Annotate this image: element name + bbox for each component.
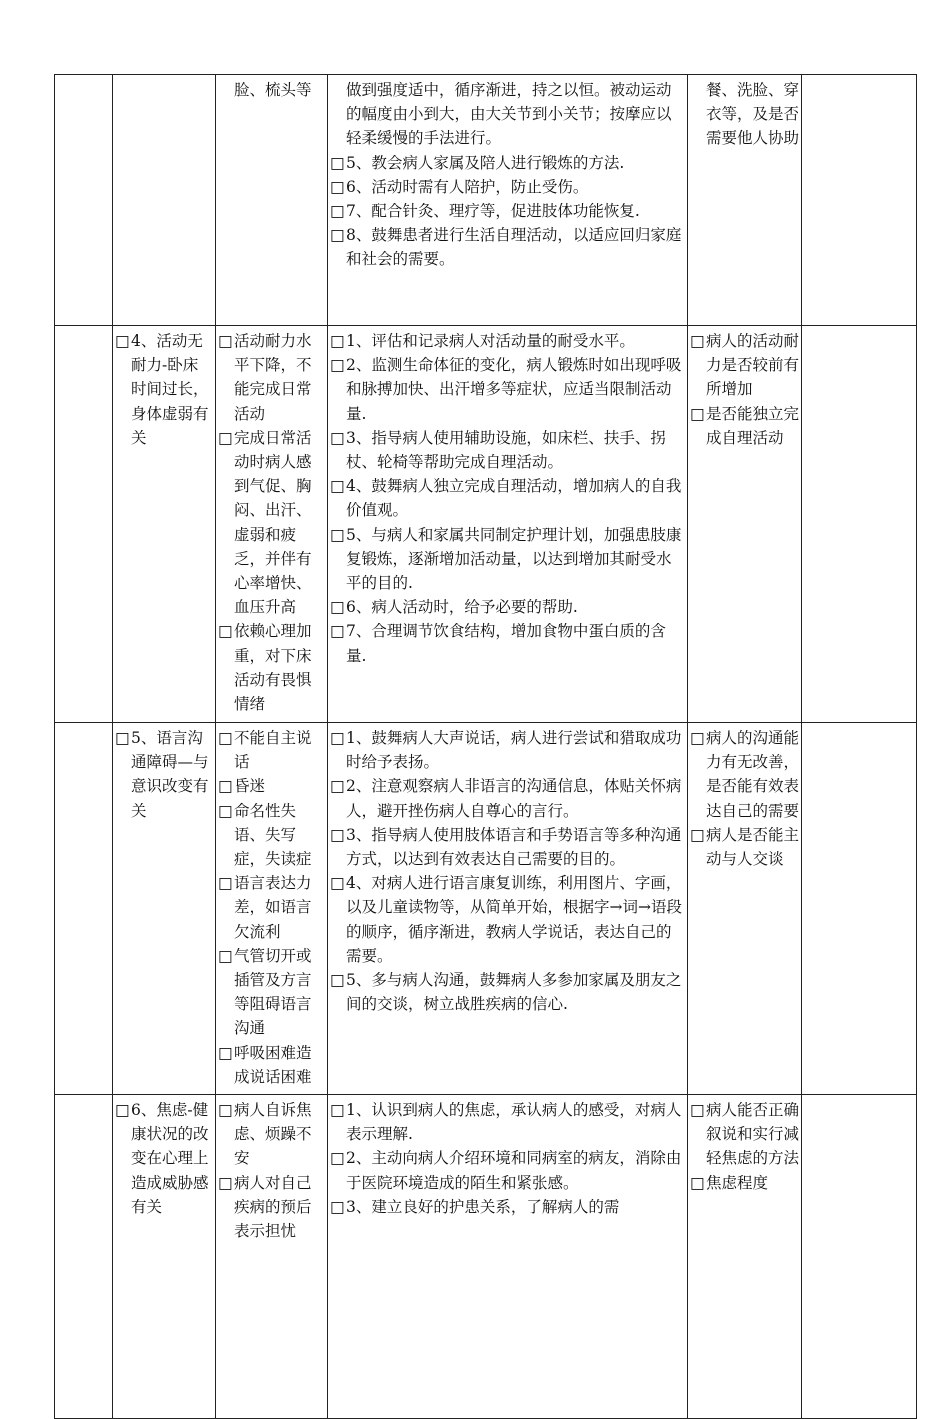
checkbox-icon: □: [218, 1043, 233, 1062]
cell-blank: [802, 75, 917, 326]
checkbox-icon: □: [218, 777, 233, 796]
evaluation-text: 病人能否正确叙说和实行减轻焦虑的方法: [706, 1101, 800, 1168]
features-item: [218, 944, 325, 1041]
measures-text: 6、活动时需有人陪护，防止受伤。: [346, 177, 589, 196]
evaluation-text: 病人是否能主动与人交谈: [706, 825, 800, 869]
checkbox-icon: □: [330, 202, 345, 221]
evaluation-item: [690, 329, 799, 402]
measures-item: [330, 426, 685, 474]
cell-diagnosis: [113, 75, 216, 326]
checkbox-icon: □: [330, 177, 345, 196]
measures-text: 8、鼓舞患者进行生活自理活动，以适应回归家庭和社会的需要。: [346, 226, 682, 269]
diagnosis-item: [115, 1098, 213, 1219]
table-row: [55, 75, 917, 326]
checkbox-icon: □: [330, 525, 345, 544]
checkbox-icon: □: [690, 825, 705, 844]
measures-text: 1、认识到病人的焦虑，承认病人的感受，对病人表示理解.: [346, 1101, 682, 1144]
measures-item: [330, 151, 685, 175]
cell-blank: [55, 1095, 113, 1419]
evaluation-text: 病人的活动耐力是否较前有所增加: [706, 332, 800, 399]
checkbox-icon: □: [690, 332, 705, 350]
checkbox-icon: □: [690, 1101, 705, 1119]
measures-item: [330, 78, 685, 151]
checkbox-icon: □: [330, 356, 345, 375]
cell-blank: [802, 326, 917, 723]
checkbox-icon: □: [330, 622, 345, 641]
measures-item: [330, 774, 685, 822]
measures-text: 2、注意观察病人非语言的沟通信息，体贴关怀病人，避开挫伤病人自尊心的言行。: [346, 777, 682, 820]
cell-evaluation: [688, 1095, 802, 1419]
features-item: [218, 871, 325, 944]
measures-text: 5、多与病人沟通，鼓舞病人多参加家属及朋友之间的交谈，树立战胜疾病的信心.: [346, 971, 682, 1014]
features-item: [218, 799, 325, 872]
features-text: 完成日常活动时病人感到气促、胸闷、出汗、虚弱和疲乏，并伴有心率增快、血压升高: [234, 428, 312, 617]
measures-text: 2、主动向病人介绍环境和同病室的病友，消除由于医院环境造成的陌生和紧张感。: [346, 1149, 682, 1192]
checkbox-icon: □: [690, 729, 705, 747]
features-text: 气管切开或插管及方言等阻碍语言沟通: [234, 946, 312, 1038]
checkbox-icon: □: [330, 874, 345, 893]
measures-item: [330, 823, 685, 871]
cell-features: [216, 1095, 328, 1419]
checkbox-icon: □: [330, 332, 345, 350]
measures-text: 3、指导病人使用辅助设施，如床栏、扶手、拐杖、轮椅等帮助完成自理活动。: [346, 428, 666, 472]
features-text: 病人自诉焦虑、烦躁不安: [234, 1101, 312, 1168]
features-item: [218, 1041, 325, 1089]
measures-item: [330, 968, 685, 1016]
features-item: [218, 774, 325, 798]
evaluation-item: [690, 1098, 799, 1171]
checkbox-icon: □: [218, 1101, 233, 1119]
evaluation-item: [690, 1171, 799, 1195]
checkbox-icon: □: [330, 1197, 345, 1216]
evaluation-text: 病人的沟通能力有无改善，是否能有效表达自己的需要: [706, 729, 800, 820]
measures-text: 1、鼓舞病人大声说话，病人进行尝试和猎取成功时给予表扬。: [346, 729, 682, 772]
cell-diagnosis: [113, 326, 216, 723]
checkbox-icon: □: [690, 404, 705, 423]
measures-item: [330, 595, 685, 619]
cell-features: [216, 75, 328, 326]
checkbox-icon: □: [218, 729, 233, 747]
cell-diagnosis: [113, 723, 216, 1095]
measures-item: [330, 353, 685, 426]
features-text: 不能自主说话: [234, 729, 312, 772]
measures-item: [330, 474, 685, 522]
diagnosis-text: 6、焦虑-健康状况的改变在心理上造成威胁感有关: [131, 1101, 209, 1216]
features-item: [218, 329, 325, 426]
cell-blank: [802, 723, 917, 1095]
checkbox-icon: □: [115, 1101, 130, 1119]
measures-text: 7、配合针灸、理疗等，促进肢体功能恢复.: [346, 202, 640, 221]
cell-blank: [55, 75, 113, 326]
checkbox-icon: □: [690, 1173, 705, 1192]
measures-text: 3、指导病人使用肢体语言和手势语言等多种沟通方式，以达到有效表达自己需要的目的。: [346, 825, 682, 869]
features-item: [218, 78, 325, 102]
cell-measures: [328, 1095, 688, 1419]
evaluation-item: [690, 402, 799, 450]
features-text: 语言表达力差，如语言欠流利: [234, 874, 312, 941]
features-item: [218, 1098, 325, 1171]
measures-item: [330, 199, 685, 223]
features-text: 昏迷: [234, 777, 266, 796]
evaluation-item: [690, 726, 799, 823]
table-row: [55, 723, 917, 1095]
features-text: 命名性失语、失写症，失读症: [234, 801, 312, 869]
features-item: [218, 619, 325, 716]
checkbox-icon: □: [218, 428, 233, 447]
measures-text: 2、监测生命体征的变化，病人锻炼时如出现呼吸和脉搏加快、出汗增多等症状，应适当限制活动量.: [346, 356, 682, 423]
evaluation-item: [690, 78, 799, 151]
measures-item: [330, 523, 685, 596]
cell-features: [216, 723, 328, 1095]
checkbox-icon: □: [218, 801, 233, 820]
table-row: [55, 1095, 917, 1419]
cell-evaluation: [688, 326, 802, 723]
checkbox-icon: □: [330, 477, 345, 496]
cell-diagnosis: [113, 1095, 216, 1419]
measures-text: 6、病人活动时，给予必要的帮助.: [346, 598, 578, 617]
measures-text: 5、与病人和家属共同制定护理计划，加强患肢康复锻炼，逐渐增加活动量，以达到增加其耐受水平的目的.: [346, 525, 682, 593]
table-body: [55, 75, 917, 1419]
measures-text: 3、建立良好的护患关系，了解病人的需: [346, 1197, 620, 1216]
cell-evaluation: [688, 75, 802, 326]
checkbox-icon: □: [330, 971, 345, 990]
features-item: [218, 1171, 325, 1244]
measures-item: [330, 619, 685, 667]
checkbox-icon: □: [115, 332, 130, 350]
measures-text: 4、对病人进行语言康复训练，利用图片、字画，以及儿童读物等，从简单开始，根据字→词→语段的顺序，循序渐进，教病人学说话，表达自己的需要。: [346, 874, 682, 965]
checkbox-icon: □: [330, 1149, 345, 1168]
checkbox-icon: □: [330, 598, 345, 617]
features-text: 活动耐力水平下降，不能完成日常活动: [234, 332, 312, 423]
measures-item: [330, 223, 685, 271]
measures-item: [330, 871, 685, 968]
measures-item: [330, 329, 685, 353]
measures-item: [330, 1098, 685, 1146]
measures-item: [330, 1195, 685, 1219]
checkbox-icon: □: [218, 622, 233, 641]
evaluation-text: 餐、洗脸、穿衣等，及是否需要他人协助: [706, 81, 800, 148]
measures-item: [330, 175, 685, 199]
checkbox-icon: □: [218, 874, 233, 893]
cell-measures: [328, 326, 688, 723]
diagnosis-item: [115, 329, 213, 450]
cell-evaluation: [688, 723, 802, 1095]
checkbox-icon: □: [330, 226, 345, 245]
features-text: 病人对自己疾病的预后表示担忧: [234, 1173, 312, 1241]
measures-text: 4、鼓舞病人独立完成自理活动，增加病人的自我价值观。: [346, 477, 682, 520]
measures-item: [330, 726, 685, 774]
measures-text: 7、合理调节饮食结构，增加食物中蛋白质的含量.: [346, 622, 666, 665]
checkbox-icon: □: [115, 729, 130, 747]
checkbox-icon: □: [330, 777, 345, 796]
features-text: 依赖心理加重，对下床活动有畏惧情绪: [234, 622, 312, 714]
checkbox-icon: □: [218, 332, 233, 350]
table-row: [55, 326, 917, 723]
cell-features: [216, 326, 328, 723]
cell-blank: [802, 1095, 917, 1419]
checkbox-icon: □: [330, 428, 345, 447]
diagnosis-item: [115, 726, 213, 823]
cell-measures: [328, 75, 688, 326]
evaluation-text: 是否能独立完成自理活动: [706, 404, 800, 447]
measures-text: 1、评估和记录病人对活动量的耐受水平。: [346, 332, 635, 350]
cell-blank: [55, 326, 113, 723]
measures-text: 做到强度适中，循序渐进，持之以恒。被动运动的幅度由小到大，由大关节到小关节；按摩应以轻柔缓慢的手法进行。: [346, 81, 672, 148]
features-text: 呼吸困难造成说话困难: [234, 1043, 312, 1086]
checkbox-icon: □: [330, 825, 345, 844]
cell-measures: [328, 723, 688, 1095]
features-text: 脸、梳头等: [234, 81, 312, 99]
checkbox-icon: □: [330, 1101, 345, 1119]
cell-blank: [55, 723, 113, 1095]
checkbox-icon: □: [218, 1173, 233, 1192]
measures-text: 5、教会病人家属及陪人进行锻炼的方法.: [346, 153, 625, 172]
evaluation-text: 焦虑程度: [706, 1173, 769, 1192]
features-item: [218, 726, 325, 774]
measures-item: [330, 1146, 685, 1194]
diagnosis-text: 5、语言沟通障碍—与意识改变有关: [131, 729, 209, 820]
evaluation-item: [690, 823, 799, 871]
nursing-plan-table: [54, 74, 917, 1419]
checkbox-icon: □: [218, 946, 233, 965]
features-item: [218, 426, 325, 620]
checkbox-icon: □: [330, 729, 345, 747]
checkbox-icon: □: [330, 153, 345, 172]
diagnosis-text: 4、活动无耐力-卧床时间过长，身体虚弱有关: [131, 332, 209, 447]
